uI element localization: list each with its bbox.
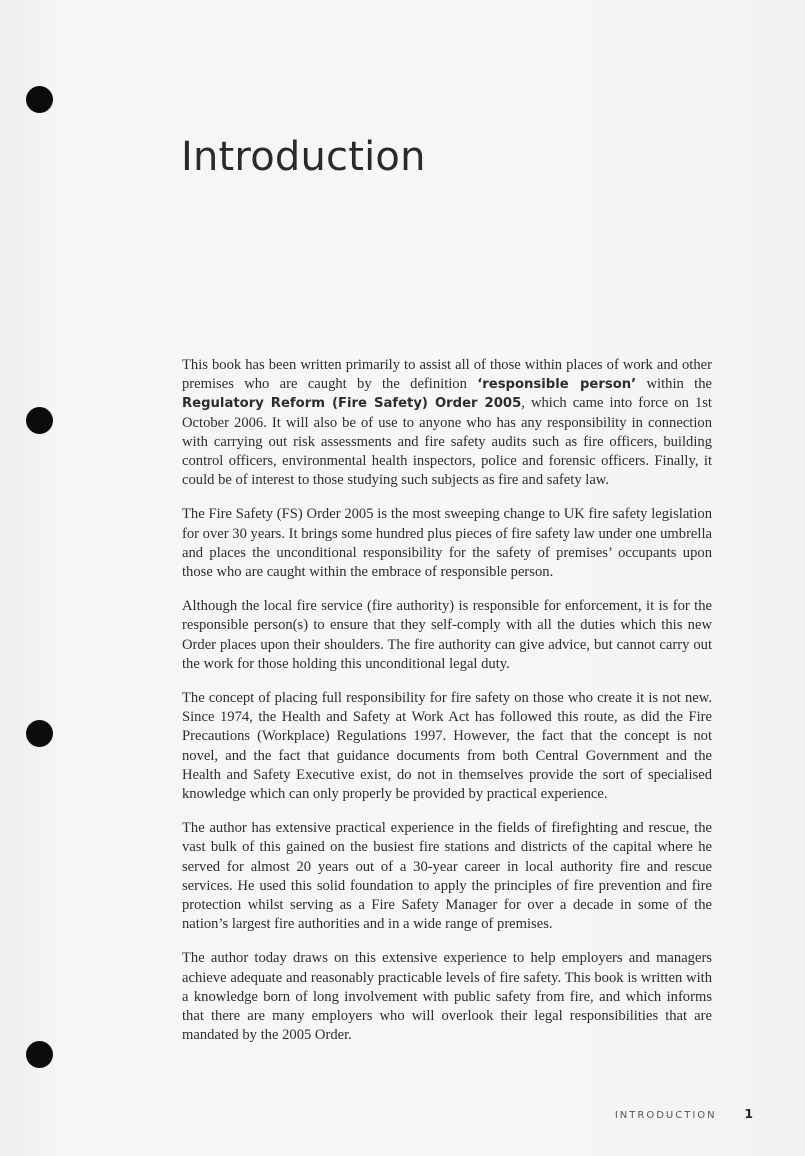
- paragraph-text: within the: [636, 376, 712, 393]
- punch-hole: [26, 720, 53, 747]
- bold-term-responsible-person: ‘responsible person’: [477, 377, 637, 393]
- paragraph-2: The Fire Safety (FS) Order 2005 is the most sweeping change to UK fire safety legislation for over 30 years. It brings some hundred plus pieces of fire safety law under one umbrella and places the unconditional responsibility for the safety of premises’ occupants upon those who are caught within the embrace of responsible person.: [182, 506, 712, 581]
- punch-hole: [26, 407, 53, 434]
- paragraph-6: The author today draws on this extensive experience to help employers and managers achieve adequate and reasonably practicable levels of fire safety. This book is written with a knowledge born of long involvement with public safety from fire, and which informs that there are many employers who will overlook their legal responsibilities that are mandated by the 2005 Order.: [182, 950, 712, 1044]
- paragraph-text: , which came into force on 1st October 2006. It will also be of use to anyone who has any responsibility in connection with carrying out risk assessments and fire safety audits such as fire officers, building control officers, environmental health inspectors, police and forensic officers. Finally, it could be of interest to those studying such subjects as fire and safety law.: [182, 395, 712, 489]
- page-footer: [615, 1107, 753, 1121]
- page-number: 1: [744, 1107, 753, 1121]
- paragraph-4: The concept of placing full responsibility for fire safety on those who create it is not new. Since 1974, the Health and Safety at Work Act has followed this route, as did the Fire Precautions (Workplace) Regulations 1997. However, the fact that the concept is not novel, and the fact that guidance documents from both Central Government and the Health and Safety Executive exist, do not in themselves provide the sort of specialised knowledge which can only properly be provided by practical experience.: [182, 690, 712, 803]
- punch-hole: [26, 86, 53, 113]
- body-text: [182, 356, 712, 1061]
- paragraph-text: This book has been written primarily to assist all of those within places of work and other premises who are caught by the definition: [182, 357, 712, 393]
- running-head: INTRODUCTION: [614, 1110, 717, 1121]
- bold-term-fire-safety-order: Regulatory Reform (Fire Safety) Order 2005: [182, 396, 522, 412]
- paragraph-1: [182, 356, 712, 490]
- punch-hole: [26, 1041, 53, 1068]
- chapter-title: Introduction: [181, 134, 426, 180]
- paragraph-5: The author has extensive practical experience in the fields of firefighting and rescue, the vast bulk of this gained on the busiest fire stations and districts of the capital where he served for almost 20 years out of a 30-year career in local authority fire and rescue services. He used this solid foundation to apply the principles of fire prevention and fire protection whilst serving as a Fire Safety Manager for over a decade in some of the nation’s largest fire authorities and in a wide range of premises.: [182, 820, 712, 933]
- paragraph-3: Although the local fire service (fire authority) is responsible for enforcement, it is for the responsible person(s) to ensure that they self-comply with all the duties which this new Order places upon their shoulders. The fire authority can give advice, but cannot carry out the work for those holding this unconditional legal duty.: [182, 598, 712, 672]
